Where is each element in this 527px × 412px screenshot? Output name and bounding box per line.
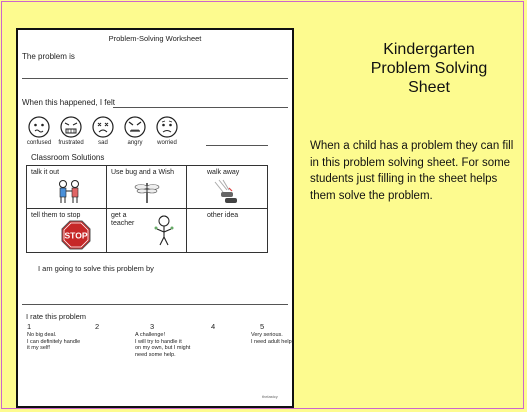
rating-line: No big deal.: [27, 332, 57, 338]
rate-label: I rate this problem: [26, 312, 87, 321]
solution-label: talk it out: [31, 169, 60, 176]
stop-sign-text: STOP: [64, 230, 88, 241]
rating-5-description: [251, 332, 295, 345]
rating-number[interactable]: 5: [260, 322, 265, 331]
divider-line: [22, 304, 288, 305]
rating-1-description: [27, 332, 97, 352]
solution-get-a-teacher: [107, 209, 187, 252]
dragonfly-icon: [133, 180, 161, 204]
solution-label: Use bug and a Wish: [111, 169, 175, 176]
credit-text: thelastcy: [262, 394, 278, 399]
solution-label: get a teacher: [111, 212, 135, 227]
problem-label: The problem is: [22, 52, 75, 61]
rating-line: I need adult help.: [251, 338, 294, 345]
two-kids-icon: [55, 179, 83, 205]
rating-line: Very serious.: [251, 332, 283, 338]
solution-other-idea: [187, 209, 267, 252]
divider-line: [22, 78, 288, 79]
felt-answer-line: [113, 107, 288, 108]
worksheet: [16, 28, 294, 408]
sad-face-icon: [92, 116, 114, 138]
solution-bug-and-wish: [107, 166, 187, 209]
solutions-grid: [26, 165, 268, 253]
rating-3-description: [135, 332, 215, 358]
solution-walk-away: [187, 166, 267, 209]
rating-number[interactable]: 2: [95, 322, 100, 331]
rating-number[interactable]: 4: [211, 322, 216, 331]
solution-label: other idea: [207, 212, 239, 219]
feeling-label: sad: [98, 140, 108, 146]
frustrated-face-icon: [60, 116, 82, 138]
rating-line: I will try to handle it: [135, 338, 182, 345]
solution-label: tell them to stop: [31, 212, 81, 219]
worried-face-icon: [156, 116, 178, 138]
rating-line: need some help.: [135, 351, 176, 358]
feeling-label: confused: [26, 140, 52, 146]
rating-line: A challenge!: [135, 332, 165, 338]
walking-feet-icon: [209, 178, 243, 206]
solution-label: walk away: [207, 169, 240, 176]
heading-line-2: Problem Solving Sheet: [370, 60, 488, 96]
description-text: When a child has a problem they can fill in this problem solving sheet. For some students just filling in the sheet helps them solve the problem.: [310, 140, 514, 202]
solution-talk-it-out: [27, 166, 107, 209]
worksheet-title: Problem-Solving Worksheet: [108, 34, 202, 43]
stop-sign-icon: [61, 220, 91, 250]
teacher-icon: [151, 214, 177, 248]
rating-line: on my own, but I might: [135, 345, 191, 351]
angry-face-icon: [124, 116, 146, 138]
feeling-label: worried: [157, 140, 177, 146]
other-feeling-line: [206, 145, 268, 146]
rating-number[interactable]: 1: [27, 322, 32, 331]
felt-label: When this happened, I felt: [22, 98, 115, 107]
rating-line: I can definitely handle: [27, 338, 81, 345]
rating-line: it my self!: [27, 345, 51, 351]
rating-number[interactable]: 3: [150, 322, 155, 331]
feeling-label: frustrated: [58, 140, 84, 146]
solution-tell-them-to-stop: [27, 209, 107, 252]
confused-face-icon: [28, 116, 50, 138]
heading-line-1: Kindergarten: [383, 41, 475, 58]
solve-label: I am going to solve this problem by: [38, 264, 154, 273]
solutions-heading: Classroom Solutions: [31, 153, 105, 162]
feeling-label: angry: [127, 140, 143, 146]
page-heading: [354, 40, 504, 97]
